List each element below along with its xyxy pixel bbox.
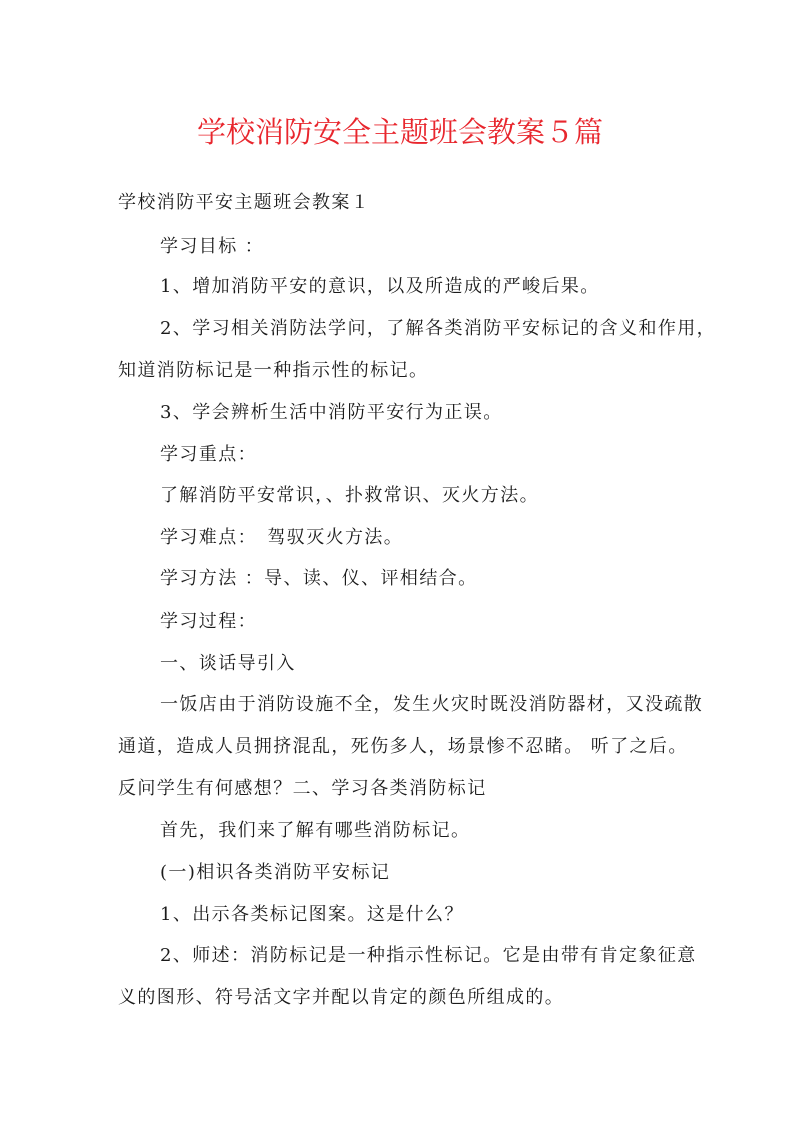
paragraph-line: 2、师述：消防标记是一种指示性标记。它是由带有肯定象征意 [160,945,697,966]
paragraph-line: 了解消防平安常识，、扑救常识、灭火方法。 [160,485,539,506]
paragraph-line: 学习重点： [160,444,257,465]
paragraph-line: 学习方法 ：导、读、仪、评相结合。 [160,568,478,589]
paragraph-line: 2、学习相关消防法学问，了解各类消防平安标记的含义和作用， [160,318,717,339]
paragraph-line: 学习过程： [160,611,257,632]
paragraph-line: 首先，我们来了解有哪些消防标记。 [160,820,471,841]
paragraph-line: (一)相识各类消防平安标记 [160,862,391,883]
paragraph-line: 3、学会辨析生活中消防平安行为正误。 [160,402,503,423]
paragraph-line: 反问学生有何感想？二、学习各类消防标记 [118,778,487,799]
section-heading: 学校消防平安主题班会教案１ [118,192,371,213]
paragraph-line: 一、谈话导引入 [160,653,296,674]
paragraph-line: 1、增加消防平安的意识，以及所造成的严峻后果。 [160,276,600,297]
paragraph-line: 知道消防标记是一种指示性的标记。 [118,360,429,381]
document-title: 学校消防安全主题班会教案５篇 [196,115,603,149]
paragraph-line: 一饭店由于消防设施不全，发生火灾时既没消防器材，又没疏散 [160,694,704,715]
paragraph-line: 义的图形、符号活文字并配以肯定的颜色所组成的。 [118,987,565,1008]
paragraph-line: 1、出示各类标记图案。这是什么？ [160,904,464,925]
paragraph-line: 通道，造成人员拥挤混乱，死伤多人，场景惨不忍睹。 听了之后。 [118,736,688,757]
paragraph-line: 学习目标 ： [160,236,265,257]
paragraph-line: 学习难点： 驾驭灭火方法。 [160,527,404,548]
